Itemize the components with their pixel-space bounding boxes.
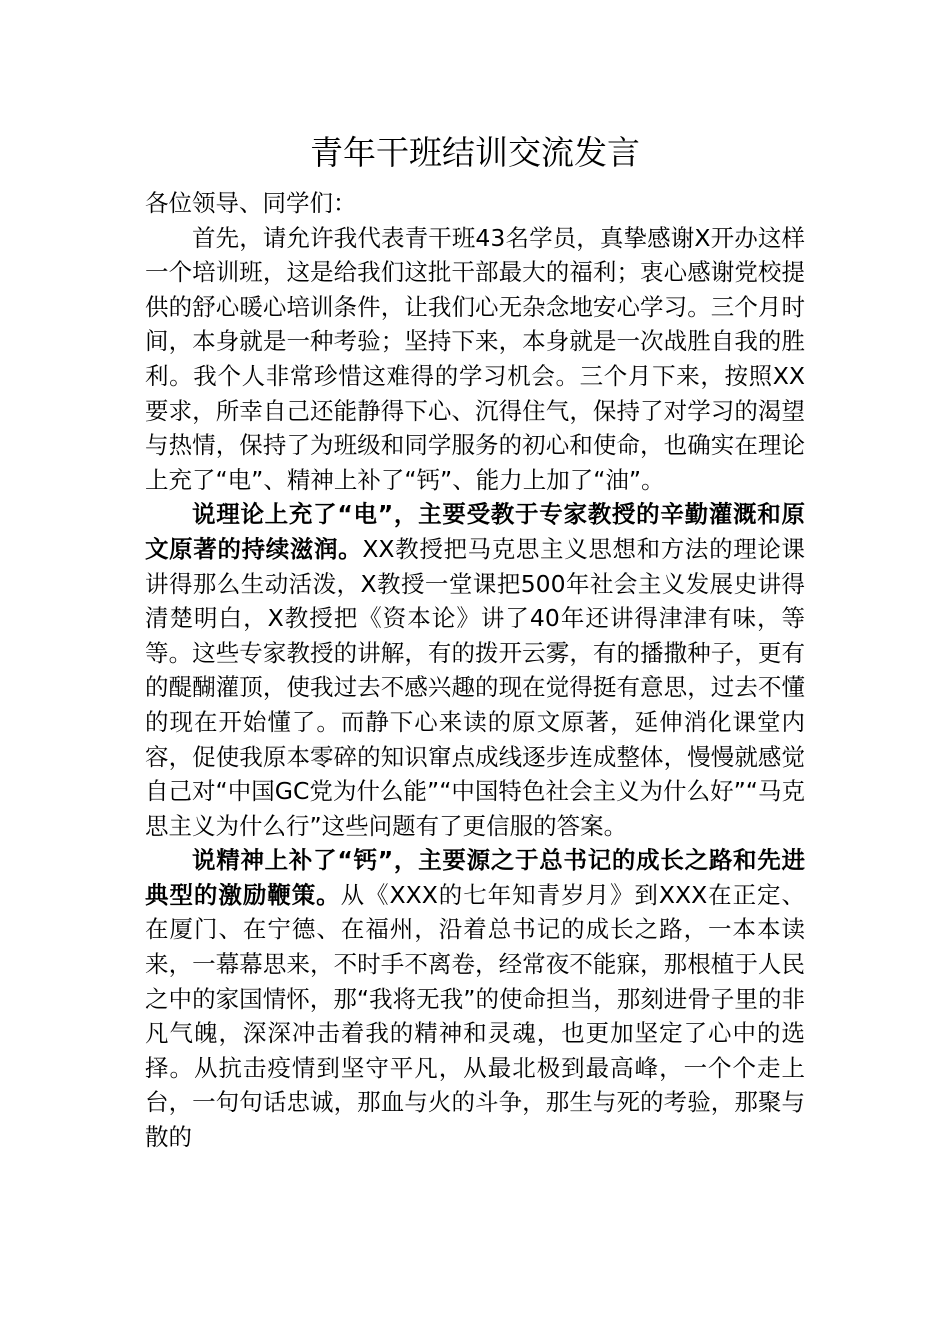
paragraph-theory: [145, 497, 805, 843]
paragraph-lead: 说精神上补了“钙”，主要源之于总书记的成长之路和先进典型的激励鞭策。: [145, 846, 805, 909]
salutation: 各位领导、同学们：: [145, 189, 357, 217]
document-body: [145, 186, 805, 1155]
document-title: 青年干班结训交流发言: [310, 133, 640, 172]
paragraph-text: 首先，请允许我代表青干班43名学员，真挚感谢X开办这样一个培训班，这是给我们这批干部最大的福利；衷心感谢党校提供的舒心暖心培训条件，让我们心无杂念地安心学习。三个月时间，本身就是一种考验；坚持下来，本身就是一次战胜自我的胜利。我个人非常珍惜这难得的学习机会。三个月下来，按照XX要求，所幸自己还能静得下心、沉得住气，保持了对学习的渴望与热情，保持了为班级和同学服务的初心和使命，也确实在理论上充了“电”、精神上补了“钙”、能力上加了“油”。: [145, 223, 805, 494]
paragraph-text: 从《XXX的七年知青岁月》到XXX在正定、在厦门、在宁德、在福州，沿着总书记的成长之路，一本本读来，一幕幕思来，不时手不离卷，经常夜不能寐，那根植于人民之中的家国情怀，那“我将无我”的使命担当，那刻进骨子里的非凡气魄，深深冲击着我的精神和灵魂，也更加坚定了心中的选择。从抗击疫情到坚守平凡，从最北极到最高峰，一个个走上台，一句句话忠诚，那血与火的斗争，那生与死的考验，那聚与散的: [145, 880, 806, 1152]
paragraph-text: XX教授把马克思主义思想和方法的理论课讲得那么生动活泼，X教授一堂课把500年社会主义发展史讲得清楚明白，X教授把《资本论》讲了40年还讲得津津有味，等等。这些专家教授的讲解，有的拨开云雾，有的播撒种子，更有的醍醐灌顶，使我过去不感兴趣的现在觉得挺有意思，过去不懂的现在开始懂了。而静下心来读的原文原著，延伸消化课堂内容，促使我原本零碎的知识窜点成线逐步连成整体，慢慢就感觉自己对“中国GC党为什么能”“中国特色社会主义为什么好”“马克思主义为什么行”这些问题有了更信服的答案。: [145, 534, 806, 840]
paragraph-spirit: [145, 843, 805, 1154]
paragraph-lead: 说理论上充了“电”，主要受教于专家教授的辛勤灌溉和原文原著的持续滋润。: [145, 500, 805, 563]
paragraph-intro: [145, 221, 805, 498]
